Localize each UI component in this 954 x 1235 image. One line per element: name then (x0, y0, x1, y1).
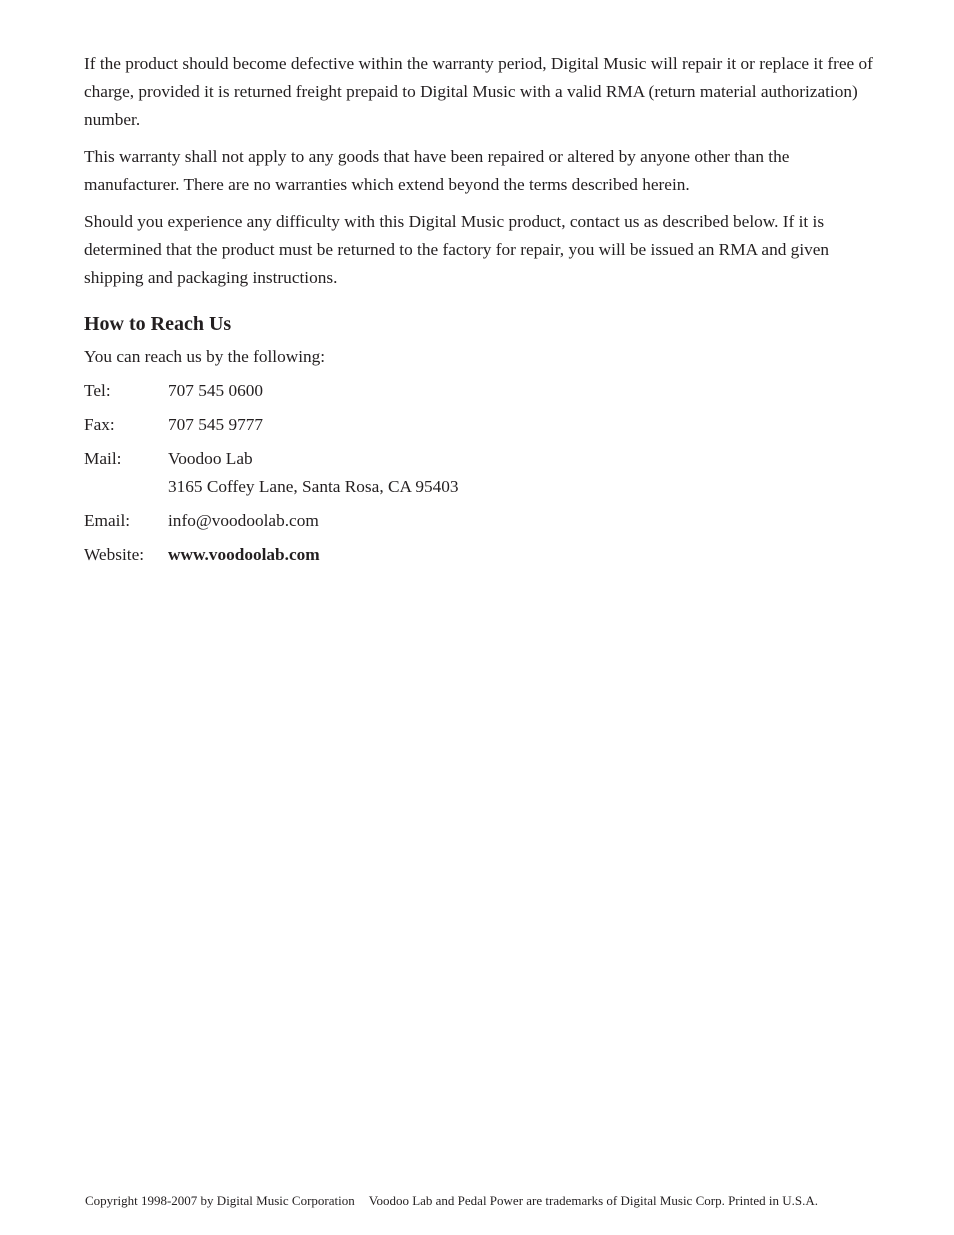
fax-label: Fax: (84, 415, 115, 434)
tel-value: 707 545 0600 (168, 381, 264, 400)
email-value[interactable]: info@voodoolab.com (168, 511, 319, 530)
contact-row-fax (84, 411, 874, 439)
email-label: Email: (84, 511, 131, 530)
contact-row-email (84, 507, 874, 535)
warranty-paragraph-defective: If the product should become defective within the warranty period, Digital Music will repair it or replace it free of charge, provided it is returned freight prepaid to Digital Music with a valid RMA (return material authorization) number. (84, 54, 873, 129)
contact-row-tel (84, 377, 874, 405)
page-footer (85, 1192, 818, 1210)
contact-row-website (84, 541, 874, 569)
tel-label: Tel: (84, 381, 111, 400)
footer-trademarks: Voodoo Lab and Pedal Power are trademarks of Digital Music Corp. Printed in U.S.A. (368, 1193, 819, 1208)
website-label: Website: (84, 545, 145, 564)
website-link[interactable]: www.voodoolab.com (168, 545, 320, 564)
contact-row-mail (84, 445, 874, 501)
mail-company: Voodoo Lab (168, 449, 253, 468)
contact-intro: You can reach us by the following: (84, 347, 326, 366)
fax-value: 707 545 9777 (168, 415, 264, 434)
warranty-paragraph-exclusions: This warranty shall not apply to any goods that have been repaired or altered by anyone other than the manufacturer. There are no warranties which extend beyond the terms described herein. (84, 147, 790, 194)
document-body (84, 50, 874, 575)
mail-label: Mail: (84, 449, 122, 468)
section-heading-how-to-reach-us: How to Reach Us (84, 313, 232, 335)
mail-street-address: 3165 Coffey Lane, Santa Rosa, CA 95403 (168, 477, 459, 496)
warranty-paragraph-rma: Should you experience any difficulty with this Digital Music product, contact us as described below. If it is determined that the product must be returned to the factory for repair, you will be issued an RMA and given shipping and packaging instructions. (84, 212, 830, 287)
mail-address (168, 445, 874, 501)
footer-copyright: Copyright 1998-2007 by Digital Music Corporation (85, 1193, 355, 1208)
